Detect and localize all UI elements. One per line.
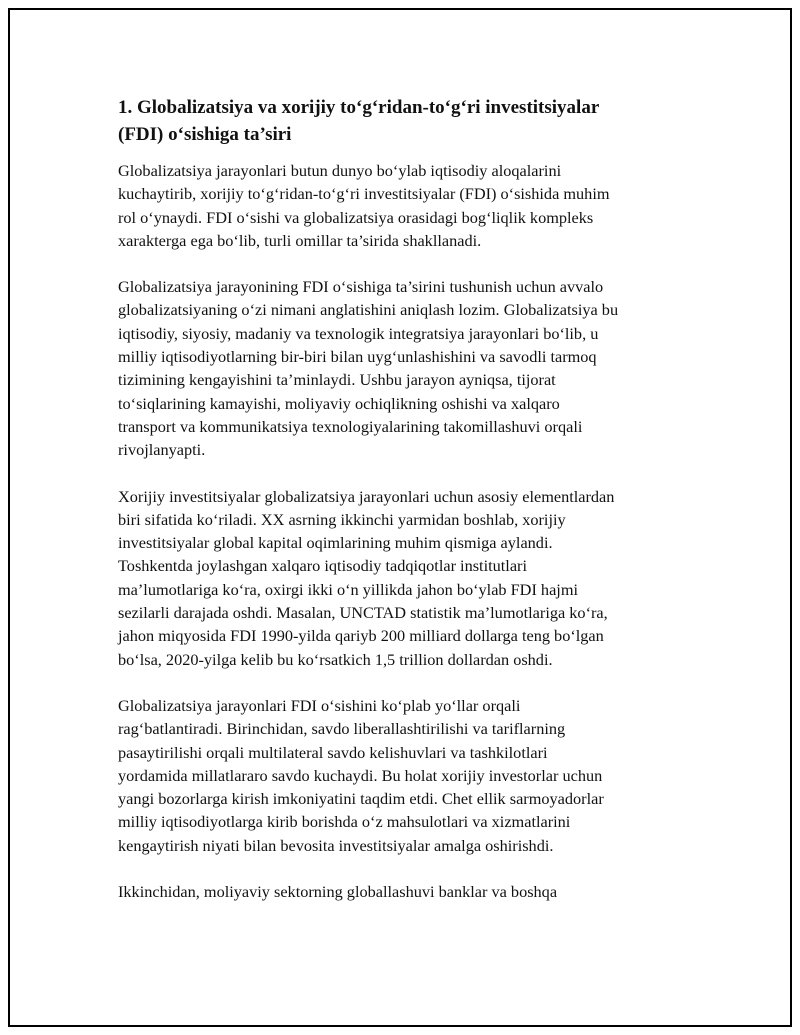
text-line: pasaytirilishi orqali multilateral savdo kelishuvlari va tashkilotlari	[118, 742, 548, 762]
text-line: iqtisodiy, siyosiy, madaniy va texnologik integratsiya jarayonlari bo‘lib, u	[118, 323, 599, 343]
text-line: milliy iqtisodiyotlarning bir-biri bilan uyg‘unlashishini va savodli tarmoq	[118, 347, 597, 367]
text-line: rol o‘ynaydi. FDI o‘sishi va globalizatsiya orasidagi bog‘liqlik kompleks	[118, 207, 594, 227]
text-line: biri sifatida ko‘riladi. XX asrning ikkinchi yarmidan boshlab, xorijiy	[118, 509, 566, 529]
text-line: milliy iqtisodiyotlarga kirib borishda o‘z mahsulotlari va xizmatlarini	[118, 812, 571, 832]
paragraph-4	[118, 694, 693, 857]
text-line: xarakterga ega bo‘lib, turli omillar ta’sirida shakllanadi.	[118, 230, 482, 250]
text-line: transport va kommunikatsiya texnologiyalarining takomillashuvi orqali	[118, 416, 583, 436]
text-line: bo‘lsa, 2020-yilga kelib bu ko‘rsatkich 1,5 trillion dollardan oshdi.	[118, 649, 553, 669]
text-line: kuchaytirib, xorijiy to‘g‘ridan-to‘g‘ri investitsiyalar (FDI) o‘sishida muhim	[118, 184, 610, 204]
heading-line: (FDI) o‘sishiga ta’siri	[118, 124, 292, 145]
text-line: Globalizatsiya jarayonlari FDI o‘sishini ko‘plab yo‘llar orqali	[118, 695, 521, 715]
text-line: yordamida millatlararo savdo kuchaydi. Bu holat xorijiy investorlar uchun	[118, 765, 603, 785]
text-line: kengaytirish niyati bilan bevosita investitsiyalar amalga oshirishdi.	[118, 835, 554, 855]
paragraph-5	[118, 880, 693, 903]
text-line: ma’lumotlariga ko‘ra, oxirgi ikki o‘n yillikda jahon bo‘ylab FDI hajmi	[118, 579, 579, 599]
text-line: rag‘batlantiradi. Birinchidan, savdo liberallashtirilishi va tariflarning	[118, 719, 566, 739]
text-line: Globalizatsiya jarayonining FDI o‘sishiga ta’sirini tushunish uchun avvalo	[118, 277, 604, 297]
text-line: globalizatsiyaning o‘zi nimani anglatishini aniqlash lozim. Globalizatsiya bu	[118, 300, 619, 320]
paragraph-2	[118, 275, 693, 461]
text-line: Globalizatsiya jarayonlari butun dunyo bo‘ylab iqtisodiy aloqalarini	[118, 161, 562, 180]
text-line: yangi bozorlarga kirish imkoniyatini taqdim etdi. Chet ellik sarmoyadorlar	[118, 789, 604, 809]
text-line: rivojlanyapti.	[118, 440, 206, 460]
text-line: investitsiyalar global kapital oqimlarining muhim qismiga aylandi.	[118, 533, 553, 553]
text-line: Toshkentda joylashgan xalqaro iqtisodiy tadqiqotlar institutlari	[118, 556, 527, 576]
section-heading	[118, 94, 693, 148]
paragraph-1	[118, 159, 693, 252]
text-line: Ikkinchidan, moliyaviy sektorning globallashuvi banklar va boshqa	[118, 882, 558, 902]
text-line: jahon miqyosida FDI 1990-yilda qariyb 200 milliard dollarga teng bo‘lgan	[118, 626, 604, 646]
text-line: sezilarli darajada oshdi. Masalan, UNCTAD statistik ma’lumotlariga ko‘ra,	[118, 603, 608, 623]
paragraph-3	[118, 485, 693, 671]
heading-line: 1. Globalizatsiya va xorijiy to‘g‘ridan-to‘g‘ri investitsiyalar	[118, 97, 600, 118]
text-line: tizimining kengayishini ta’minlaydi. Ushbu jarayon ayniqsa, tijorat	[118, 370, 556, 390]
text-line: Xorijiy investitsiyalar globalizatsiya jarayonlari uchun asosiy elementlardan	[118, 486, 615, 506]
text-line: to‘siqlarining kamayishi, moliyaviy ochiqlikning oshishi va xalqaro	[118, 393, 560, 413]
document-body	[118, 94, 693, 926]
